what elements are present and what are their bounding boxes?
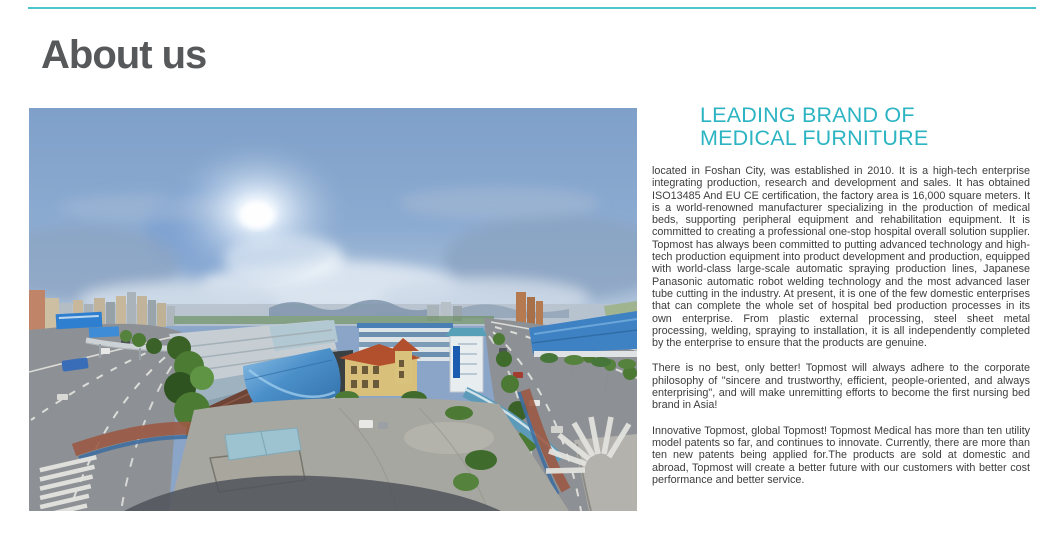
about-heading-line-2: MEDICAL FURNITURE: [700, 126, 929, 150]
about-paragraph-2: There is no best, only better! Topmost will always adhere to the corporate philosophy of "sincere and trustworthy, efficient, people-oriented, and always enterprising", and will make unremitting efforts to become the first nursing bed brand in Asia!: [652, 362, 1030, 412]
about-heading-line-1: LEADING BRAND OF: [700, 103, 915, 127]
about-paragraph-1: located in Foshan City, was established in 2010. It is a high-tech enterprise integrating production, research and development and sales. It has obtained ISO13485 And EU CE certification, the factory area is 16,000 square meters. It is a world-renowned manufacturer specializing in the production of medical beds, supporting peripheral equipment and rehabilitation equipment. It is committed to creating a professional one-stop hospital overall solution supplier. Topmost has always been committed to putting advanced technology and high-tech production equipment into product development and production, equipped with world-class large-scale automatic spraying production lines, Japanese Panasonic automatic robot welding technology and the most advanced laser tube cutting in the industry. At present, it is one of the few domestic enterprises that can complete the whole set of hospital bed production processes in its own enterprise. From plastic external processing, steel sheet metal processing, welding, spraying to installation, it is all independently completed by the enterprise to ensure that the products are genuine.: [652, 165, 1030, 350]
tower-building: [446, 328, 487, 392]
page-title: About us: [41, 33, 207, 77]
top-accent-line: [28, 7, 1036, 9]
about-section: [652, 104, 1030, 486]
about-body: [652, 165, 1030, 486]
about-heading: [700, 104, 1030, 150]
factory-panorama-image: [29, 108, 637, 511]
sky-layer: [29, 108, 637, 323]
about-paragraph-3: Innovative Topmost, global Topmost! Topmost Medical has more than ten utility model patents so far, and continues to innovate. Currently, there are more than ten new patents being applied for.The products are sold at domestic and abroad, Topmost will create a better future with our customers with better cost performance and better service.: [652, 424, 1030, 486]
office-building: [335, 338, 427, 407]
